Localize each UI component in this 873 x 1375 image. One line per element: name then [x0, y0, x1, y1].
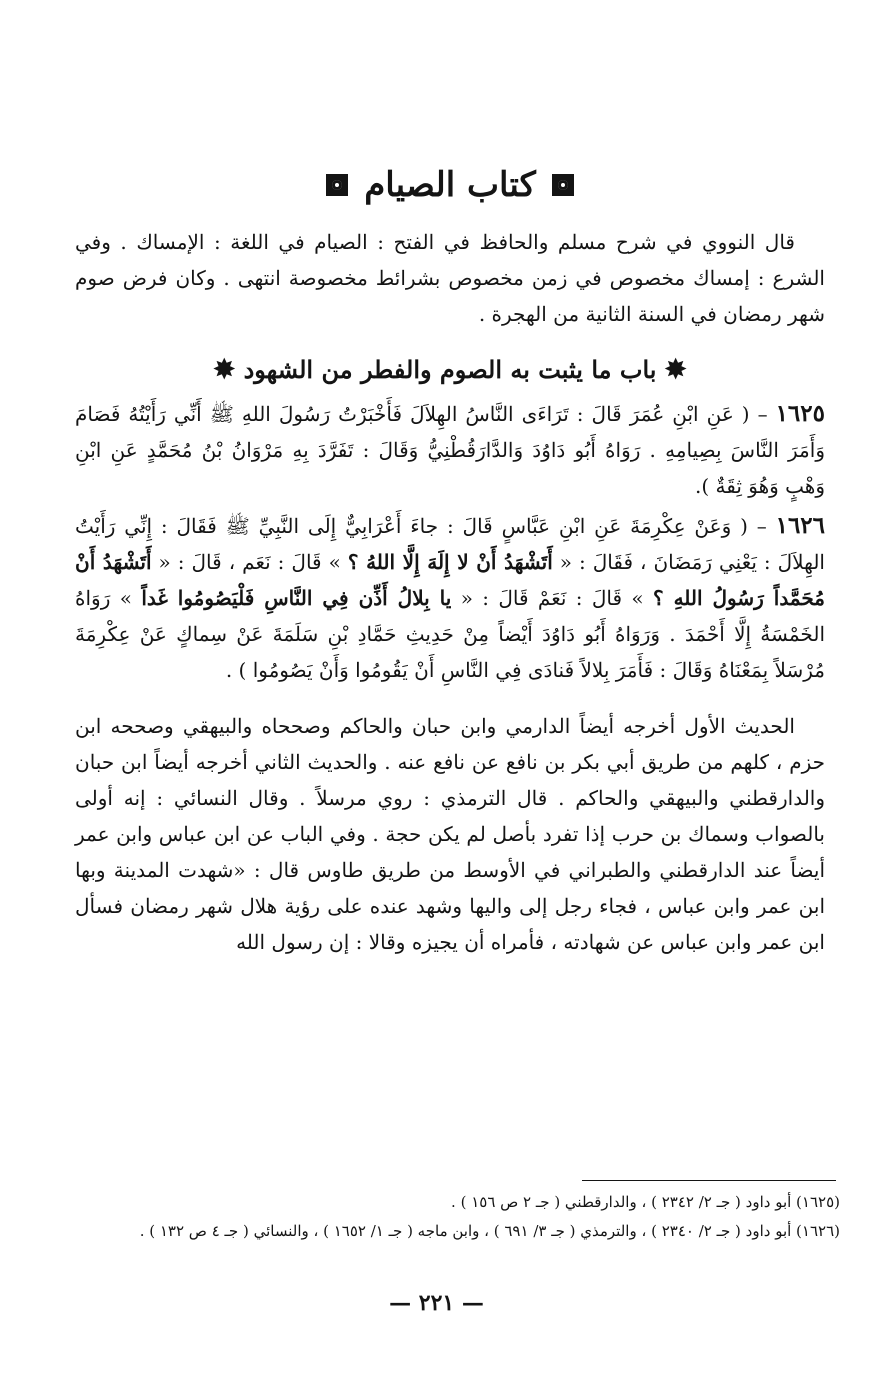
- ornament-left-icon: [326, 174, 348, 196]
- hadith-quote: يا بِلالُ أَذِّن فِي النَّاسِ فَلْيَصُومُوا غَداً: [141, 586, 452, 610]
- footnote-1626: (١٦٢٦) أبو داود ( جـ ٢/ ٢٣٤٠ ) ، والترمذي ( جـ ٣/ ٦٩١ ) ، وابن ماجه ( جـ ١/ ١٦٥٢ ) ، والنسائي ( جـ ٤ ص ١٣٢ ) .: [139, 1222, 840, 1240]
- hadith-quote: أَتَشْهَدُ أَنْ لا إِلَهَ إِلَّا اللهُ ؟: [347, 550, 553, 574]
- page-number: — ٢٢١ —: [389, 1290, 484, 1316]
- hadith-text: » قَالَ : نَعَم ، قَالَ : «: [158, 550, 341, 574]
- footnote-divider: [582, 1180, 836, 1181]
- star-ornament-icon: ✸: [664, 355, 687, 385]
- hadith-text: – ( عَنِ ابْنِ عُمَرَ قَالَ : تَرَاءَى النَّاسُ الهِلاَلَ فَأَخْبَرْتُ رَسُولَ اللهِ ﷺ أَنِّي رَأَيْتُهُ فَصَامَ وَأَمَرَ النَّاسَ بِصِيامِهِ . رَوَاهُ أَبُو دَاوُدَ وَالدَّارَقُطْنِيُّ وَقَالَ : تَفَرَّدَ بِهِ مَرْوَانُ بْنُ مُحَمَّدٍ عَنِ ابْنِ وَهْبٍ وَهُوَ ثِقَةٌ ).: [75, 402, 825, 498]
- hadith-quote: أَتَشْهَدُ أَنْ مُحَمَّداً رَسُولُ اللهِ ؟: [75, 550, 825, 610]
- hadith-1625: [75, 396, 825, 504]
- ornament-right-icon: [552, 174, 574, 196]
- commentary-paragraph: الحديث الأول أخرجه أيضاً الدارمي وابن حبان والحاكم وصححاه والبيهقي وصححه ابن حزم ، كلهم من طريق أبي بكر بن نافع عن نافع عنه . والحديث الثاني أخرجه أيضاً ابن حبان والدارقطني والبيهقي والحاكم . قال الترمذي : روي مرسلاً . وقال النسائي : إنه أولى بالصواب وسماك بن حرب إذا تفرد بأصل لم يكن حجة . وفي الباب عن ابن عباس وابن عمر أيضاً عند الدارقطني والطبراني في الأوسط من طريق طاوس قال : «شهدت المدينة وبها ابن عمر وابن عباس ، فجاء رجل إلى واليها وشهد عنده على رؤية هلال شهر رمضان فسأل ابن عمر وابن عباس عن شهادته ، فأمراه أن يجيزه وقالا : إن رسول الله: [75, 714, 826, 954]
- section-title: [75, 350, 825, 390]
- hadith-text: – ( وَعَنْ عِكْرِمَةَ عَنِ ابْنِ عَبَّاسٍ قَالَ : جاءَ أَعْرَابِيٌّ إِلَى النَّبِيِّ ﷺ فَقَالَ : إِنِّي رَأَيْتُ الهِلاَلَ : يَعْنِي رَمَضَانَ ، فَقَالَ : «: [75, 514, 825, 574]
- chapter-title-text: كتاب الصيام: [364, 165, 536, 205]
- footnotes: [75, 1188, 840, 1246]
- hadith-number: ١٦٢٦: [775, 512, 826, 539]
- section-title-text: باب ما يثبت به الصوم والفطر من الشهود: [243, 355, 657, 384]
- chapter-title: [75, 160, 825, 210]
- hadith-text: » رَوَاهُ الخَمْسَةُ إِلَّا أَحْمَدَ . وَرَوَاهُ أَبُو دَاوُدَ أَيْضاً مِنْ حَدِيثِ حَمَّادِ بْنِ سَلَمَةَ عَنْ سِماكٍ عَنْ عِكْرِمَةَ مُرْسَلاً بِمَعْنَاهُ وَقَالَ : فَأَمَرَ بِلالاً فَنادَى فِي النَّاسِ أَنْ يَقُومُوا وَأَنْ يَصُومُوا ) .: [75, 586, 825, 682]
- page-body: [75, 160, 825, 960]
- footnote-1625: (١٦٢٥) أبو داود ( جـ ٢/ ٢٣٤٢ ) ، والدارقطني ( جـ ٢ ص ١٥٦ ) .: [451, 1193, 840, 1211]
- star-ornament-icon: ✸: [213, 355, 236, 385]
- hadith-number: ١٦٢٥: [775, 400, 825, 427]
- hadith-1626: [75, 508, 825, 688]
- hadith-text: » قَالَ : نَعَمْ قَالَ : «: [460, 586, 644, 610]
- intro-paragraph: قال النووي في شرح مسلم والحافظ في الفتح : الصيام في اللغة : الإمساك . وفي الشرع : إمساك مخصوص في زمن مخصوص بشرائط مخصوصة انتهى . وكان فرض صوم شهر رمضان في السنة الثانية من الهجرة .: [75, 230, 825, 326]
